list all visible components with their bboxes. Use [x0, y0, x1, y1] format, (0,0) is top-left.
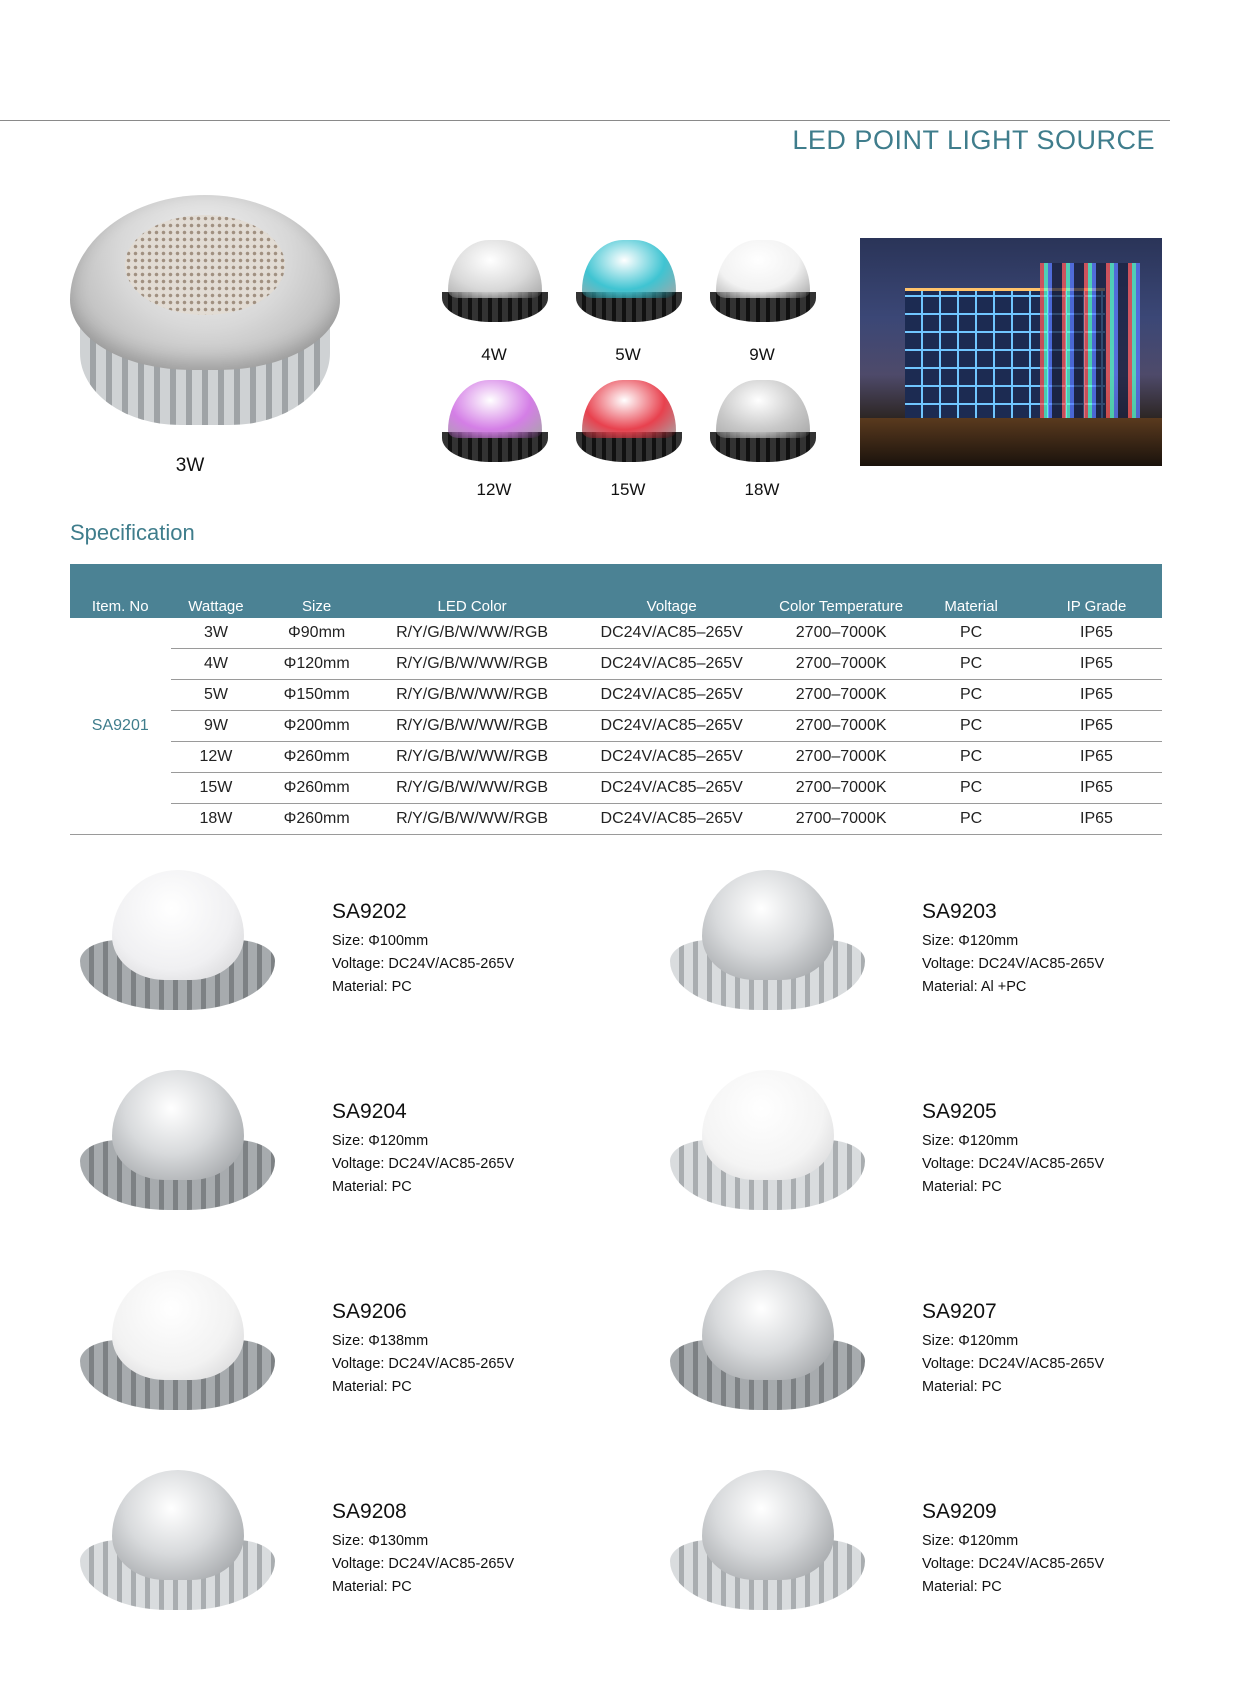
table-cell: DC24V/AC85–265V [572, 680, 771, 711]
page-title: LED POINT LIGHT SOURCE [792, 125, 1155, 155]
product-name: SA9209 [922, 1500, 997, 1523]
table-cell: 2700–7000K [771, 680, 911, 711]
table-cell: R/Y/G/B/W/WW/RGB [372, 618, 572, 649]
product-name: SA9202 [332, 900, 407, 923]
product-name: SA9207 [922, 1300, 997, 1323]
table-cell: 4W [171, 649, 262, 680]
header-rule [0, 120, 1170, 121]
col-size: Size [261, 564, 372, 618]
table-cell: PC [911, 773, 1031, 804]
variant-wattage-label: 18W [744, 480, 780, 499]
table-row [70, 742, 1162, 773]
variant-wattage-label: 4W [481, 345, 507, 364]
variant-lamp-image [574, 240, 684, 335]
variant-lamp-image [708, 240, 818, 335]
product-card [70, 1070, 630, 1240]
product-lamp-image [660, 870, 880, 1040]
col-voltage: Voltage [572, 564, 771, 618]
product-card [70, 1270, 630, 1440]
product-card [660, 1270, 1220, 1440]
table-cell: Φ260mm [261, 804, 372, 835]
product-name: SA9206 [332, 1300, 407, 1323]
product-info [922, 1500, 1104, 1599]
table-cell: DC24V/AC85–265V [572, 618, 771, 649]
table-cell: 15W [171, 773, 262, 804]
specification-heading: Specification [70, 520, 195, 545]
product-name: SA9203 [922, 900, 997, 923]
table-cell: 9W [171, 711, 262, 742]
product-info [922, 1100, 1104, 1199]
table-cell: DC24V/AC85–265V [572, 711, 771, 742]
table-cell: DC24V/AC85–265V [572, 804, 771, 835]
table-cell: R/Y/G/B/W/WW/RGB [372, 742, 572, 773]
table-cell: IP65 [1031, 773, 1162, 804]
spec-table [70, 564, 1162, 835]
table-cell: Φ260mm [261, 742, 372, 773]
table-cell: IP65 [1031, 680, 1162, 711]
product-voltage: Voltage: DC24V/AC85-265V [922, 1556, 1105, 1572]
table-cell: PC [911, 680, 1031, 711]
variant-wattage-label: 12W [476, 480, 512, 499]
table-cell: IP65 [1031, 711, 1162, 742]
variant-lamp-image [440, 380, 550, 475]
col-material: Material [911, 564, 1031, 618]
product-size: Size: Φ100mm [332, 933, 429, 949]
table-cell: DC24V/AC85–265V [572, 649, 771, 680]
product-lamp-image [70, 1470, 290, 1640]
table-cell: 2700–7000K [771, 618, 911, 649]
product-voltage: Voltage: DC24V/AC85-265V [332, 956, 515, 972]
product-material: Material: PC [922, 1579, 1002, 1595]
table-cell: DC24V/AC85–265V [572, 742, 771, 773]
product-name: SA9204 [332, 1100, 407, 1123]
product-size: Size: Φ120mm [922, 933, 1019, 949]
col-item-no: Item. No [70, 564, 171, 618]
table-row [70, 618, 1162, 649]
product-size: Size: Φ120mm [922, 1133, 1019, 1149]
table-cell: 3W [171, 618, 262, 649]
table-cell: 5W [171, 680, 262, 711]
product-material: Material: PC [922, 1379, 1002, 1395]
table-cell: R/Y/G/B/W/WW/RGB [372, 773, 572, 804]
table-cell: PC [911, 711, 1031, 742]
table-cell: PC [911, 618, 1031, 649]
table-cell: R/Y/G/B/W/WW/RGB [372, 711, 572, 742]
variant-wattage-label: 15W [610, 480, 646, 499]
variant-lamp-image [440, 240, 550, 335]
product-lamp-image [660, 1070, 880, 1240]
table-row [70, 711, 1162, 742]
col-ip-grade: IP Grade [1031, 564, 1162, 618]
product-lamp-image [70, 870, 290, 1040]
hero-lamp-image [70, 195, 350, 455]
spec-header-row [70, 564, 1162, 618]
product-lamp-image [660, 1470, 880, 1640]
product-card [70, 870, 630, 1040]
table-cell: PC [911, 804, 1031, 835]
table-row [70, 773, 1162, 804]
product-voltage: Voltage: DC24V/AC85-265V [332, 1556, 515, 1572]
product-voltage: Voltage: DC24V/AC85-265V [332, 1356, 515, 1372]
product-info [922, 900, 1104, 999]
product-material: Material: PC [332, 1179, 412, 1195]
product-material: Material: PC [922, 1179, 1002, 1195]
product-info [332, 1100, 514, 1199]
product-size: Size: Φ138mm [332, 1333, 429, 1349]
table-cell: IP65 [1031, 742, 1162, 773]
product-size: Size: Φ130mm [332, 1533, 429, 1549]
table-cell: Φ260mm [261, 773, 372, 804]
product-voltage: Voltage: DC24V/AC85-265V [332, 1156, 515, 1172]
product-size: Size: Φ120mm [922, 1533, 1019, 1549]
table-cell: IP65 [1031, 618, 1162, 649]
product-card [660, 1470, 1220, 1640]
variant-wattage-label: 9W [749, 345, 775, 364]
product-info [332, 1500, 514, 1599]
product-voltage: Voltage: DC24V/AC85-265V [922, 956, 1105, 972]
product-card [660, 870, 1220, 1040]
table-cell: 2700–7000K [771, 773, 911, 804]
product-info [332, 1300, 514, 1399]
table-cell: 2700–7000K [771, 711, 911, 742]
product-name: SA9208 [332, 1500, 407, 1523]
table-cell: 2700–7000K [771, 742, 911, 773]
table-cell: IP65 [1031, 649, 1162, 680]
col-led-color: LED Color [372, 564, 572, 618]
table-cell: R/Y/G/B/W/WW/RGB [372, 804, 572, 835]
product-info [922, 1300, 1104, 1399]
variant-lamp-image [708, 380, 818, 475]
table-row [70, 680, 1162, 711]
product-card [660, 1070, 1220, 1240]
col-wattage: Wattage [171, 564, 262, 618]
product-card [70, 1470, 630, 1640]
table-cell: IP65 [1031, 804, 1162, 835]
table-cell: 18W [171, 804, 262, 835]
product-size: Size: Φ120mm [332, 1133, 429, 1149]
table-cell: R/Y/G/B/W/WW/RGB [372, 680, 572, 711]
product-name: SA9205 [922, 1100, 997, 1123]
col-color-temperature: Color Temperature [771, 564, 911, 618]
table-cell: PC [911, 742, 1031, 773]
product-material: Material: PC [332, 1379, 412, 1395]
variant-lamp-image [574, 380, 684, 475]
variant-wattage-label: 5W [615, 345, 641, 364]
table-cell: Φ90mm [261, 618, 372, 649]
product-material: Material: Al +PC [922, 979, 1027, 995]
building-facade-photo [860, 238, 1162, 466]
hero-lamp-label: 3W [175, 455, 205, 476]
table-cell: R/Y/G/B/W/WW/RGB [372, 649, 572, 680]
table-cell: Φ120mm [261, 649, 372, 680]
product-material: Material: PC [332, 979, 412, 995]
table-cell: 12W [171, 742, 262, 773]
table-cell: DC24V/AC85–265V [572, 773, 771, 804]
product-lamp-image [660, 1270, 880, 1440]
table-row [70, 804, 1162, 835]
product-lamp-image [70, 1070, 290, 1240]
table-row [70, 649, 1162, 680]
product-voltage: Voltage: DC24V/AC85-265V [922, 1156, 1105, 1172]
table-cell: PC [911, 649, 1031, 680]
table-cell: Φ200mm [261, 711, 372, 742]
item-number-cell: SA9201 [70, 618, 171, 835]
product-voltage: Voltage: DC24V/AC85-265V [922, 1356, 1105, 1372]
table-cell: 2700–7000K [771, 804, 911, 835]
product-size: Size: Φ120mm [922, 1333, 1019, 1349]
product-lamp-image [70, 1270, 290, 1440]
table-cell: 2700–7000K [771, 649, 911, 680]
product-info [332, 900, 514, 999]
table-cell: Φ150mm [261, 680, 372, 711]
product-material: Material: PC [332, 1579, 412, 1595]
